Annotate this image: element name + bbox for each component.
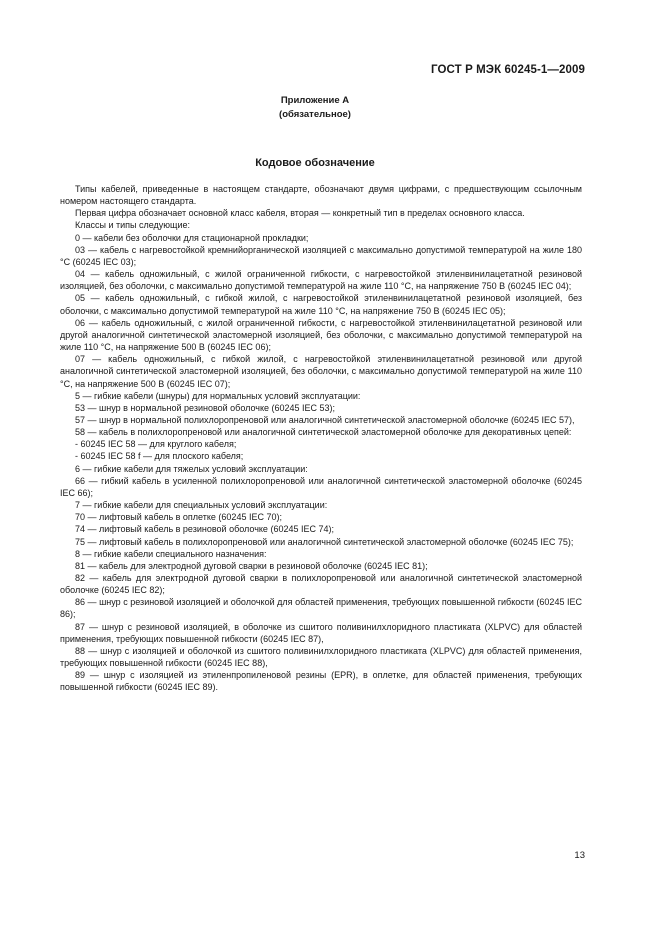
list-item: - 60245 IEC 58 — для круглого кабеля; [75,439,237,450]
paragraph: 5 — гибкие кабели (шнуры) для нормальных условий эксплуатации: [75,390,361,401]
paragraph: Типы кабелей, приведенные в настоящем стандарте, обозначают двумя цифрами, с предшествующим ссылочным номером настоящего стандарта. [60,184,582,207]
paragraph: Классы и типы следующие: [75,220,190,231]
page-number: 13 [574,850,585,861]
paragraph: 81 — кабель для электродной дуговой сварки в резиновой оболочке (60245 IEC 81); [75,560,428,571]
paragraph: 53 — шнур в нормальной резиновой оболочке (60245 IEC 53); [75,402,336,413]
paragraph: 8 — гибкие кабели специального назначения: [75,548,267,559]
annex-heading [0,94,630,122]
paragraph: 7 — гибкие кабели для специальных условий эксплуатации: [75,500,328,511]
document-body [60,183,582,694]
paragraph: Первая цифра обозначает основной класс кабеля, вторая — конкретный тип в пределах основного класса. [75,208,525,219]
paragraph: 89 — шнур с изоляцией из этиленпропиленовой резины (EPR), в оплетке, для областей применения, требующих повышенной гибкости (60245 IEC 89). [60,670,582,693]
paragraph: 0 — кабели без оболочки для стационарной прокладки; [75,232,309,243]
paragraph: 66 — гибкий кабель в усиленной полихлоропреновой или аналогичной синтетической эластомерной оболочке (60245 IEC 66); [60,475,582,498]
list-item: - 60245 IEC 58 f — для плоского кабеля; [75,451,244,462]
paragraph: 03 — кабель с нагревостойкой кремнийорганической изоляцией с максимально допустимой температурой на жиле 180 °С (60245 IEC 03); [60,244,582,267]
document-header: ГОСТ Р МЭК 60245-1—2009 [431,64,585,76]
paragraph: 07 — кабель одножильный, с гибкой жилой, с нагревостойкой этиленвинилацетатной резиновой или другой аналогичной синтетической эластомерной изоляцией, без оболочки, с максимально допустимой температурой на жиле 110 °С, на напряжение 500 В (60245 IEC 07); [60,354,582,389]
paragraph: 57 — шнур в нормальной полихлоропреновой или аналогичной синтетической эластомерной оболочке (60245 IEC 57), [75,414,575,425]
paragraph: 82 — кабель для электродной дуговой сварки в полихлоропреновой или аналогичной синтетической эластомерной оболочке (60245 IEC 82); [60,573,582,596]
section-title: Кодовое обозначение [255,157,375,169]
annex-note: (обязательное) [279,109,351,120]
paragraph: 58 — кабель в полихлоропреновой или аналогичной синтетической эластомерной оболочке для декоративных цепей: [75,427,572,438]
paragraph: 70 — лифтовый кабель в оплетке (60245 IEC 70); [75,512,282,523]
paragraph: 75 — лифтовый кабель в полихлоропреновой или аналогичной синтетической эластомерной оболочке (60245 IEC 75); [75,536,574,547]
paragraph: 88 — шнур с изоляцией и оболочкой из сшитого поливинилхлоридного пластиката (XLPVC) для областей применения, требующих повышенной гибкости (60245 IEC 88), [60,645,582,669]
paragraph: 6 — гибкие кабели для тяжелых условий эксплуатации: [75,463,308,474]
paragraph: 87 — шнур с резиновой изоляцией, в оболочке из сшитого поливинилхлоридного пластиката (XLPVC) для областей применения, требующих повышенной гибкости (60245 IEC 87), [60,621,582,644]
paragraph: 05 — кабель одножильный, с гибкой жилой, с нагревостойкой этиленвинилацетатной резиновой изоляцией, без оболочки, с максимально допустимой температурой на жиле 110 °С, на напряжение 750 В (60245 IEC 05); [60,293,582,316]
paragraph: 86 — шнур с резиновой изоляцией и оболочкой для областей применения, требующих повышенной гибкости (60245 IEC 86); [60,597,582,620]
paragraph: 06 — кабель одножильный, с жилой ограниченной гибкости, с нагревостойкой этиленвинилацетатной резиновой или другой аналогичной синтетической эластомерной изоляцией, без оболочки, с максимально допустимой температурой на жиле 110 °С, на напряжение 500 В (60245 IEC 06); [60,317,582,353]
paragraph: 74 — лифтовый кабель в резиновой оболочке (60245 IEC 74); [75,524,334,535]
annex-title: Приложение А [280,95,350,106]
paragraph: 04 — кабель одножильный, с жилой ограниченной гибкости, с нагревостойкой этиленвинилацетатной резиновой изоляцией, без оболочки, с максимально допустимой температурой на жиле 110 °С, на напряжение 750 В (60245 IEC 04); [60,269,582,292]
